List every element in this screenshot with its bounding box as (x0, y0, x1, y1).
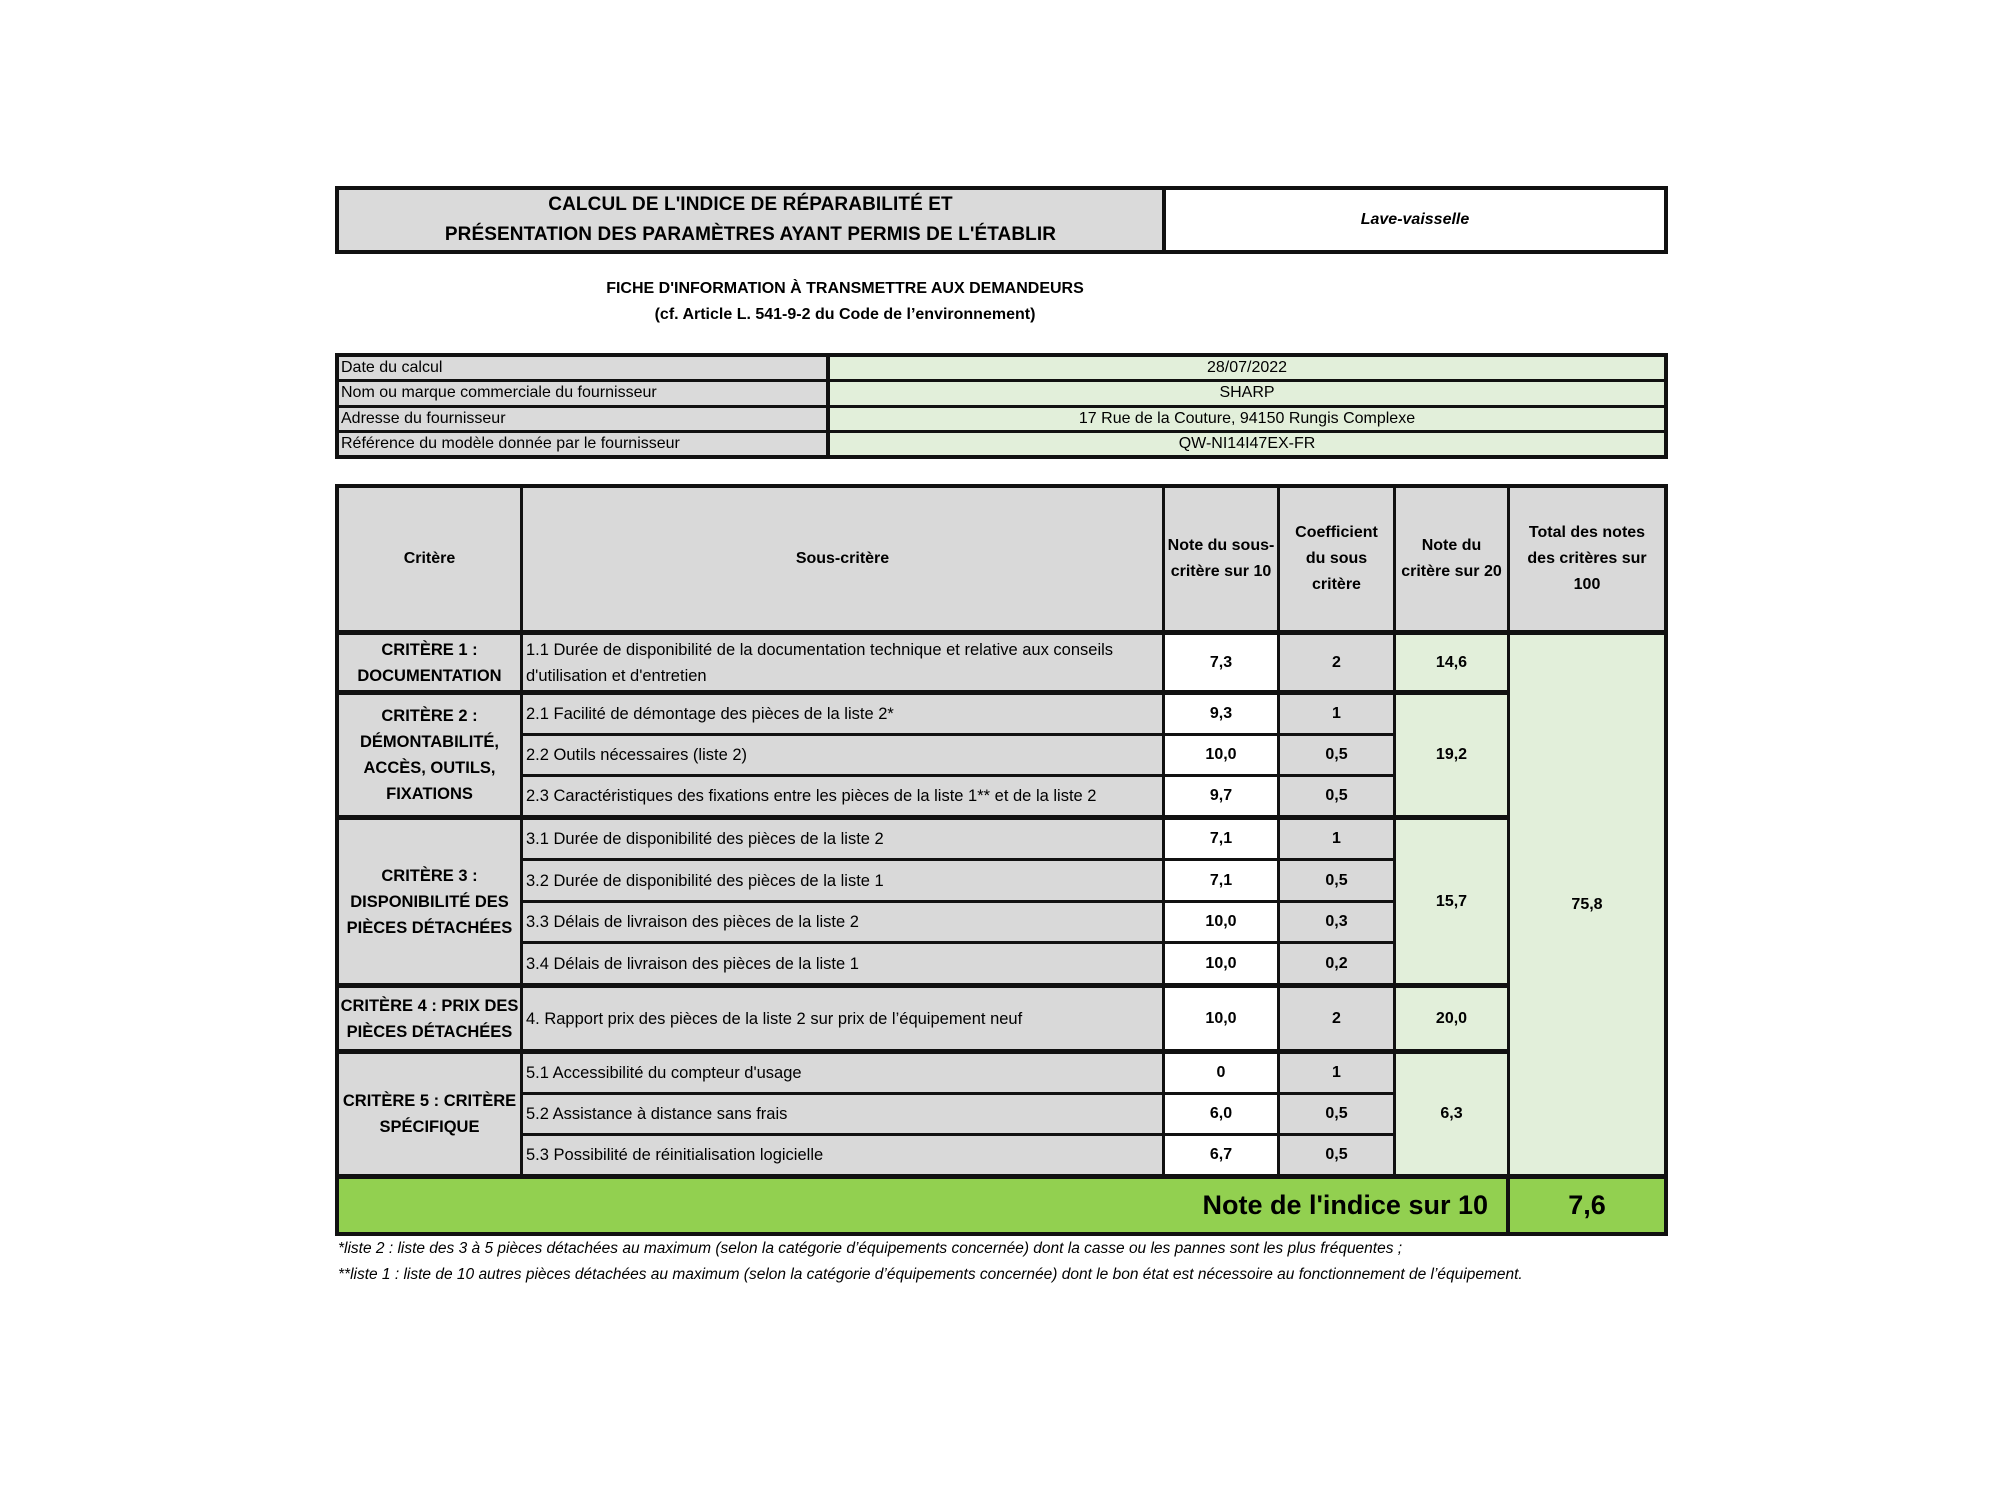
coef-3-4: 0,2 (1280, 944, 1393, 983)
note-2-3: 9,7 (1165, 777, 1277, 815)
coef-5-3: 0,5 (1280, 1136, 1393, 1174)
subtitle-line-1: FICHE D'INFORMATION À TRANSMETTRE AUX DEMANDEURS (606, 280, 1084, 297)
info-label-date: Date du calcul (339, 357, 826, 379)
total-score-100: 75,8 (1510, 635, 1664, 1174)
coef-3-3: 0,3 (1280, 903, 1393, 941)
subcriterion-2-2: 2.2 Outils nécessaires (liste 2) (523, 736, 1162, 774)
coef-4: 2 (1280, 988, 1393, 1049)
coef-2-2: 0,5 (1280, 736, 1393, 774)
header-note-sous-critere: Note du sous-critère sur 10 (1165, 488, 1277, 630)
index-score: 7,6 (1510, 1179, 1664, 1232)
criterion-5-label: CRITÈRE 5 : CRITÈRE SPÉCIFIQUE (339, 1054, 520, 1174)
note-3-3: 10,0 (1165, 903, 1277, 941)
product-category: Lave-vaisselle (1166, 190, 1664, 250)
subcriterion-3-1: 3.1 Durée de disponibilité des pièces de la liste 2 (523, 820, 1162, 858)
footnotes (338, 1236, 1668, 1288)
criterion-2-label: CRITÈRE 2 : DÉMONTABILITÉ, ACCÈS, OUTILS, FIXATIONS (339, 695, 520, 815)
supplier-info-table (335, 353, 1668, 459)
subtitle-line-2: (cf. Article L. 541-9-2 du Code de l’environnement) (654, 306, 1036, 323)
note-3-2: 7,1 (1165, 861, 1277, 900)
subcriterion-2-1: 2.1 Facilité de démontage des pièces de la liste 2* (523, 695, 1162, 733)
note-3-1: 7,1 (1165, 820, 1277, 858)
header-note-critere: Note du critère sur 20 (1396, 488, 1507, 630)
title-box (335, 186, 1668, 254)
criterion-4-score: 20,0 (1396, 988, 1507, 1049)
coef-3-1: 1 (1280, 820, 1393, 858)
criterion-2-score: 19,2 (1396, 695, 1507, 815)
info-value-address: 17 Rue de la Couture, 94150 Rungis Complexe (830, 408, 1664, 430)
header-critere: Critère (339, 488, 520, 630)
subcriterion-3-3: 3.3 Délais de livraison des pièces de la liste 2 (523, 903, 1162, 941)
note-1-1: 7,3 (1165, 635, 1277, 690)
note-5-1: 0 (1165, 1054, 1277, 1092)
note-5-3: 6,7 (1165, 1136, 1277, 1174)
info-value-date: 28/07/2022 (830, 357, 1664, 379)
subcriterion-5-2: 5.2 Assistance à distance sans frais (523, 1095, 1162, 1133)
coef-5-1: 1 (1280, 1054, 1393, 1092)
info-label-brand: Nom ou marque commerciale du fournisseur (339, 382, 826, 404)
coef-2-1: 1 (1280, 695, 1393, 733)
info-value-brand: SHARP (830, 382, 1664, 404)
index-label: Note de l'indice sur 10 (339, 1179, 1506, 1232)
title-line-1: CALCUL DE L'INDICE DE RÉPARABILITÉ ET (548, 194, 953, 215)
coef-2-3: 0,5 (1280, 777, 1393, 815)
subcriterion-3-2: 3.2 Durée de disponibilité des pièces de la liste 1 (523, 861, 1162, 900)
header-coefficient: Coefficient du sous critère (1280, 488, 1393, 630)
criterion-5-score: 6,3 (1396, 1054, 1507, 1174)
criterion-3-score: 15,7 (1396, 820, 1507, 983)
note-4: 10,0 (1165, 988, 1277, 1049)
note-2-2: 10,0 (1165, 736, 1277, 774)
info-value-model: QW-NI14I47EX-FR (830, 433, 1664, 455)
title-line-2: PRÉSENTATION DES PARAMÈTRES AYANT PERMIS DE L'ÉTABLIR (444, 224, 1057, 245)
subcriterion-4: 4. Rapport prix des pièces de la liste 2 sur prix de l’équipement neuf (523, 988, 1162, 1049)
page-title (339, 190, 1166, 250)
subcriterion-5-3: 5.3 Possibilité de réinitialisation logicielle (523, 1136, 1162, 1174)
header-total: Total des notes des critères sur 100 (1510, 488, 1664, 630)
criterion-1-score: 14,6 (1396, 635, 1507, 690)
criterion-4-label: CRITÈRE 4 : PRIX DES PIÈCES DÉTACHÉES (339, 988, 520, 1049)
coef-5-2: 0,5 (1280, 1095, 1393, 1133)
subtitle (335, 276, 1355, 328)
footnote-liste-2: *liste 2 : liste des 3 à 5 pièces détachées au maximum (selon la catégorie d’équipements concernée) dont la casse ou les pannes sont les plus fréquentes ; (338, 1240, 1403, 1257)
header-sous-critere: Sous-critère (523, 488, 1162, 630)
subcriterion-1-1: 1.1 Durée de disponibilité de la documentation technique et relative aux conseils d'utilisation et d'entretien (523, 635, 1162, 690)
subcriterion-2-3: 2.3 Caractéristiques des fixations entre les pièces de la liste 1** et de la liste 2 (523, 777, 1162, 815)
coef-3-2: 0,5 (1280, 861, 1393, 900)
repairability-table (335, 484, 1668, 1236)
subcriterion-3-4: 3.4 Délais de livraison des pièces de la liste 1 (523, 944, 1162, 983)
note-2-1: 9,3 (1165, 695, 1277, 733)
coef-1-1: 2 (1280, 635, 1393, 690)
info-label-model: Référence du modèle donnée par le fournisseur (339, 433, 826, 455)
info-label-address: Adresse du fournisseur (339, 408, 826, 430)
note-3-4: 10,0 (1165, 944, 1277, 983)
footnote-liste-1: **liste 1 : liste de 10 autres pièces détachées au maximum (selon la catégorie d’équipements concernée) dont le bon état est nécessoire au fonctionnement de l’équipement. (338, 1266, 1523, 1283)
subcriterion-5-1: 5.1 Accessibilité du compteur d'usage (523, 1054, 1162, 1092)
criterion-3-label: CRITÈRE 3 : DISPONIBILITÉ DES PIÈCES DÉTACHÉES (339, 820, 520, 983)
criterion-1-label: CRITÈRE 1 : DOCUMENTATION (339, 635, 520, 690)
note-5-2: 6,0 (1165, 1095, 1277, 1133)
